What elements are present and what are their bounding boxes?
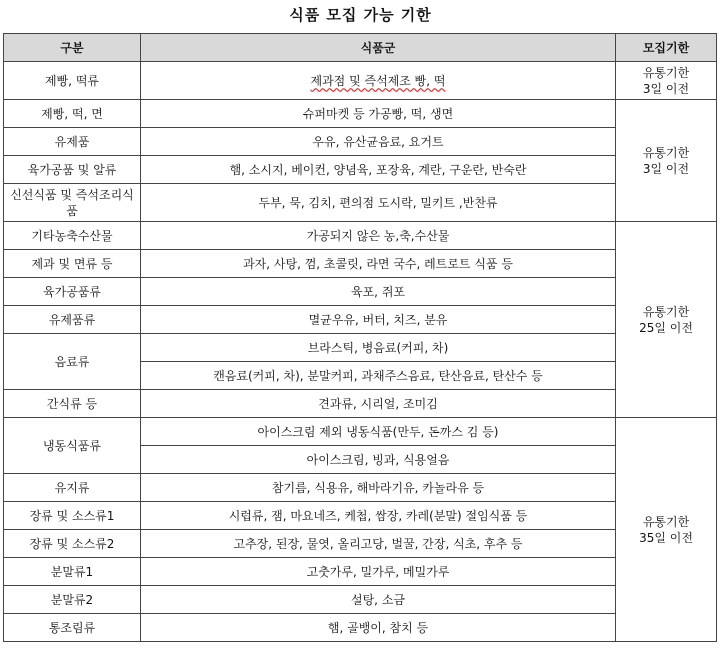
category-cell: 신선식품 및 즉석조리식품: [4, 184, 141, 222]
items-cell: 아이스크림 제외 냉동식품(만두, 돈까스 김 등): [141, 418, 616, 446]
category-cell: 제과 및 면류 등: [4, 250, 141, 278]
items-cell: 아이스크림, 빙과, 식용얼음: [141, 446, 616, 474]
header-items: 식품군: [141, 34, 616, 62]
deadline-days: 3일 이전: [642, 81, 690, 96]
deadline-cell: [616, 418, 717, 642]
table-row: [4, 474, 717, 502]
table-row: [4, 614, 717, 642]
deadline-days: 3일 이전: [642, 161, 690, 176]
items-cell: 캔음료(커피, 차), 분말커피, 과채주스음료, 탄산음료, 탄산수 등: [141, 362, 616, 390]
table-row: [4, 418, 717, 446]
table-row: [4, 156, 717, 184]
deadline-label: 유통기한: [642, 304, 690, 319]
deadline-cell: [616, 222, 717, 418]
items-text: 제과점 및 즉석제조 빵, 떡: [310, 73, 446, 88]
category-cell: 육가공품류: [4, 278, 141, 306]
table-row: [4, 184, 717, 222]
table-row: [4, 278, 717, 306]
category-cell: 장류 및 소스류2: [4, 530, 141, 558]
category-cell: 간식류 등: [4, 390, 141, 418]
category-cell: 유지류: [4, 474, 141, 502]
table-row: [4, 306, 717, 334]
items-cell: 설탕, 소금: [141, 586, 616, 614]
items-cell: 고추장, 된장, 물엿, 올리고당, 벌꿀, 간장, 식초, 후추 등: [141, 530, 616, 558]
category-cell: 유제품: [4, 128, 141, 156]
category-cell: 냉동식품류: [4, 418, 141, 474]
items-cell: 과자, 사탕, 껌, 초콜릿, 라면 국수, 레트로트 식품 등: [141, 250, 616, 278]
category-cell: 기타농축수산물: [4, 222, 141, 250]
category-cell: 유제품류: [4, 306, 141, 334]
table-header-row: [4, 34, 717, 62]
items-cell: 멸균우유, 버터, 치즈, 분유: [141, 306, 616, 334]
deadline-days: 25일 이전: [639, 320, 693, 335]
food-deadline-table: [3, 33, 717, 642]
table-row: [4, 128, 717, 156]
items-cell: 육포, 쥐포: [141, 278, 616, 306]
table-row: [4, 100, 717, 128]
deadline-cell: [616, 62, 717, 100]
deadline-label: 유통기한: [642, 514, 690, 529]
category-cell: 분말류2: [4, 586, 141, 614]
table-row: [4, 62, 717, 100]
items-cell: 햄, 소시지, 베이컨, 양념육, 포장육, 계란, 구운란, 반숙란: [141, 156, 616, 184]
table-row: [4, 586, 717, 614]
table-row: [4, 334, 717, 362]
items-cell: [141, 62, 616, 100]
deadline-label: 유통기한: [642, 145, 690, 160]
header-deadline: 모집기한: [616, 34, 717, 62]
deadline-cell: [616, 100, 717, 222]
items-cell: 고춧가루, 밀가루, 메밀가루: [141, 558, 616, 586]
items-cell: 슈퍼마켓 등 가공빵, 떡, 생면: [141, 100, 616, 128]
table-row: [4, 390, 717, 418]
category-cell: 음료류: [4, 334, 141, 390]
items-cell: 우유, 유산균음료, 요거트: [141, 128, 616, 156]
category-cell: 육가공품 및 알류: [4, 156, 141, 184]
items-cell: 브라스틱, 병음료(커피, 차): [141, 334, 616, 362]
items-cell: 견과류, 시리얼, 조미김: [141, 390, 616, 418]
table-row: [4, 250, 717, 278]
deadline-label: 유통기한: [642, 65, 690, 80]
table-row: [4, 502, 717, 530]
page-title: 식품 모집 가능 기한: [289, 6, 432, 24]
category-cell: 장류 및 소스류1: [4, 502, 141, 530]
table-row: [4, 530, 717, 558]
category-cell: 제빵, 떡류: [4, 62, 141, 100]
deadline-days: 35일 이전: [639, 530, 693, 545]
items-cell: 참기름, 식용유, 해바라기유, 카놀라유 등: [141, 474, 616, 502]
category-cell: 분말류1: [4, 558, 141, 586]
items-cell: 시럽류, 잼, 마요네즈, 케첩, 쌈장, 카레(분말) 절임식품 등: [141, 502, 616, 530]
items-cell: 햄, 골뱅이, 참치 등: [141, 614, 616, 642]
table-row: [4, 222, 717, 250]
table-row: [4, 558, 717, 586]
items-cell: 가공되지 않은 농,축,수산물: [141, 222, 616, 250]
items-cell: 두부, 묵, 김치, 편의점 도시락, 밀키트 ,반찬류: [141, 184, 616, 222]
category-cell: 제빵, 떡, 면: [4, 100, 141, 128]
category-cell: 통조림류: [4, 614, 141, 642]
header-category: 구분: [4, 34, 141, 62]
